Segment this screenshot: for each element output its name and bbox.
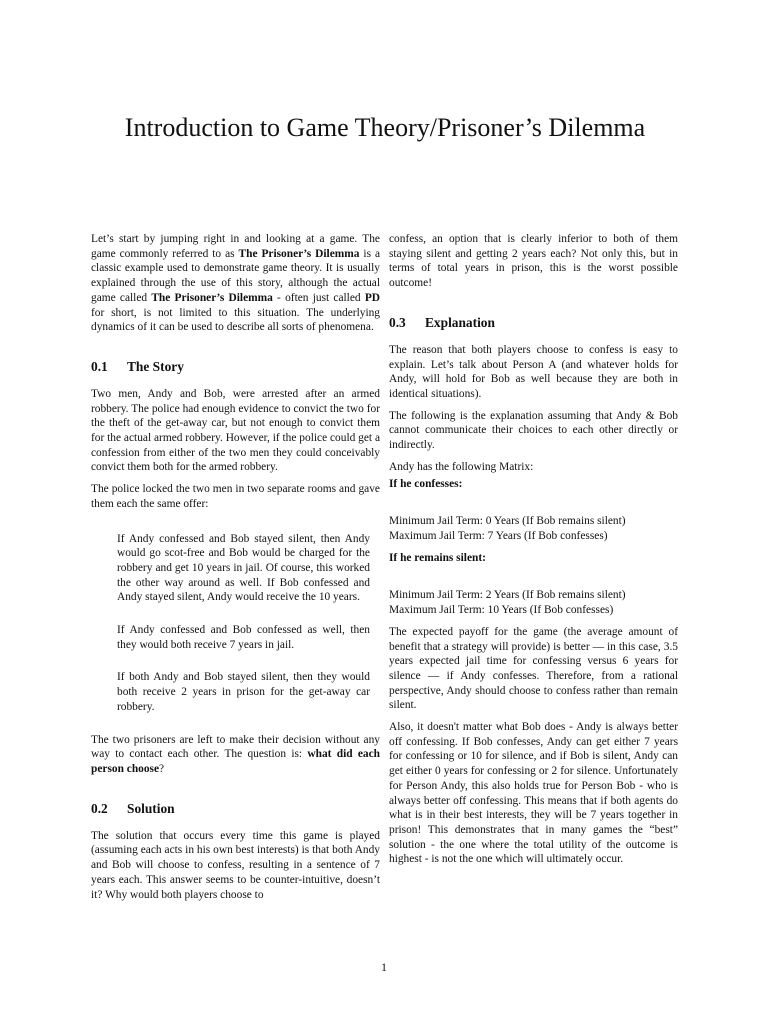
quote-paragraph-2: If Andy confessed and Bob confessed as well, then they would both receive 7 years in jail.	[117, 624, 370, 651]
story-paragraph-1: Two men, Andy and Bob, were arrested after an armed robbery. The police had enough evidence to convict the two for the theft of the get-away car, but not enough to convict them for the actual armed robbery. However, if the police could get a confession from either of the two men they could conceivably convict them both for the armed robbery.	[91, 387, 380, 474]
story-paragraph-2: The police locked the two men in two separate rooms and gave them each the same offer:	[91, 483, 380, 510]
explanation-paragraph-3: Andy has the following Matrix:	[389, 460, 534, 473]
continued-paragraph: confess, an option that is clearly inferior to both of them staying silent and getting 2 years each? Not only this, but in terms of total years in prison, this is the worst possible outcome!	[389, 233, 678, 290]
story-paragraph-3: The two prisoners are left to make their decision without any way to contact each other. The question is: what did each person choose?	[91, 733, 380, 775]
section-heading-story: 0.1 The Story	[91, 358, 184, 374]
document-title: Introduction to Game Theory/Prisoner’s Dilemma	[124, 113, 646, 142]
silent-maximum: Maximum Jail Term: 10 Years (If Bob confesses)	[389, 603, 614, 616]
silent-heading: If he remains silent:	[389, 552, 486, 565]
right-column	[389, 232, 678, 874]
explanation-paragraph-1: The reason that both players choose to confess is easy to explain. Let’s talk about Person A (and whatever holds for Andy, will hold for Bob as well because they are both in identical situations).	[389, 343, 678, 400]
solution-paragraph: The solution that occurs every time this game is played (assuming each acts in his own best interests) is that both Andy and Bob will choose to confess, resulting in a sentence of 7 years each. This answer seems to be counter-intuitive, doesn’t it? Why would both players choose to	[91, 829, 380, 901]
confess-heading: If he confesses:	[389, 478, 463, 491]
page-number: 1	[381, 960, 387, 974]
explanation-paragraph-5: Also, it doesn't matter what Bob does - Andy is always better off confessing. If Bob confesses, Andy can get either 7 years for confessing or 10 for silence, and if Bob is silent, Andy can get either 0 years for confessing or 2 for silence. Unfortunately for Person Andy, this also holds true for Person Bob - who is always better off confessing. This means that if both agents do what is in their best interests, they will be 7 years together in prison! This demonstrates that in many games the “best” solution - the one where the total utility of the outcome is highest - is not the one which will ultimately occur.	[389, 721, 678, 866]
section-heading-explanation: 0.3 Explanation	[389, 314, 495, 330]
quote-paragraph-1: If Andy confessed and Bob stayed silent, then Andy would go scot-free and Bob would be charged for the robbery and get 10 years in jail. Of course, this worked the other way around as well. If Bob confessed and Andy stayed silent, Andy would receive the 10 years.	[117, 532, 370, 604]
left-column	[91, 232, 380, 909]
confess-minimum: Minimum Jail Term: 0 Years (If Bob remains silent)	[389, 515, 626, 528]
quote-paragraph-3: If both Andy and Bob stayed silent, then they would both receive 2 years in prison for the get-away car robbery.	[117, 671, 370, 713]
silent-minimum: Minimum Jail Term: 2 Years (If Bob remains silent)	[389, 588, 626, 601]
spacer	[389, 500, 678, 514]
offer-quote	[117, 532, 370, 715]
explanation-paragraph-4: The expected payoff for the game (the average amount of benefit that a strategy will provide) is better — in this case, 3.5 years expected jail time for confessing versus 6 years for silence — if Andy confesses. Therefore, from a rational perspective, Andy should choose to confess rather than remain silent.	[389, 625, 678, 712]
confess-maximum: Maximum Jail Term: 7 Years (If Bob confesses)	[389, 530, 608, 543]
section-heading-solution: 0.2 Solution	[91, 800, 175, 816]
explanation-paragraph-2: The following is the explanation assuming that Andy & Bob cannot communicate their choices to each other directly or indirectly.	[389, 409, 678, 452]
spacer	[389, 574, 678, 588]
intro-paragraph: Let’s start by jumping right in and looking at a game. The game commonly referred to as The Prisoner’s Dilemma is a classic example used to demonstrate game theory. It is usually explained through the use of this story, although the actual game called The Prisoner’s Dilemma - often just called PD for short, is not limited to this situation. The underlying dynamics of it can be used to describe all sorts of phenomena.	[91, 233, 381, 334]
